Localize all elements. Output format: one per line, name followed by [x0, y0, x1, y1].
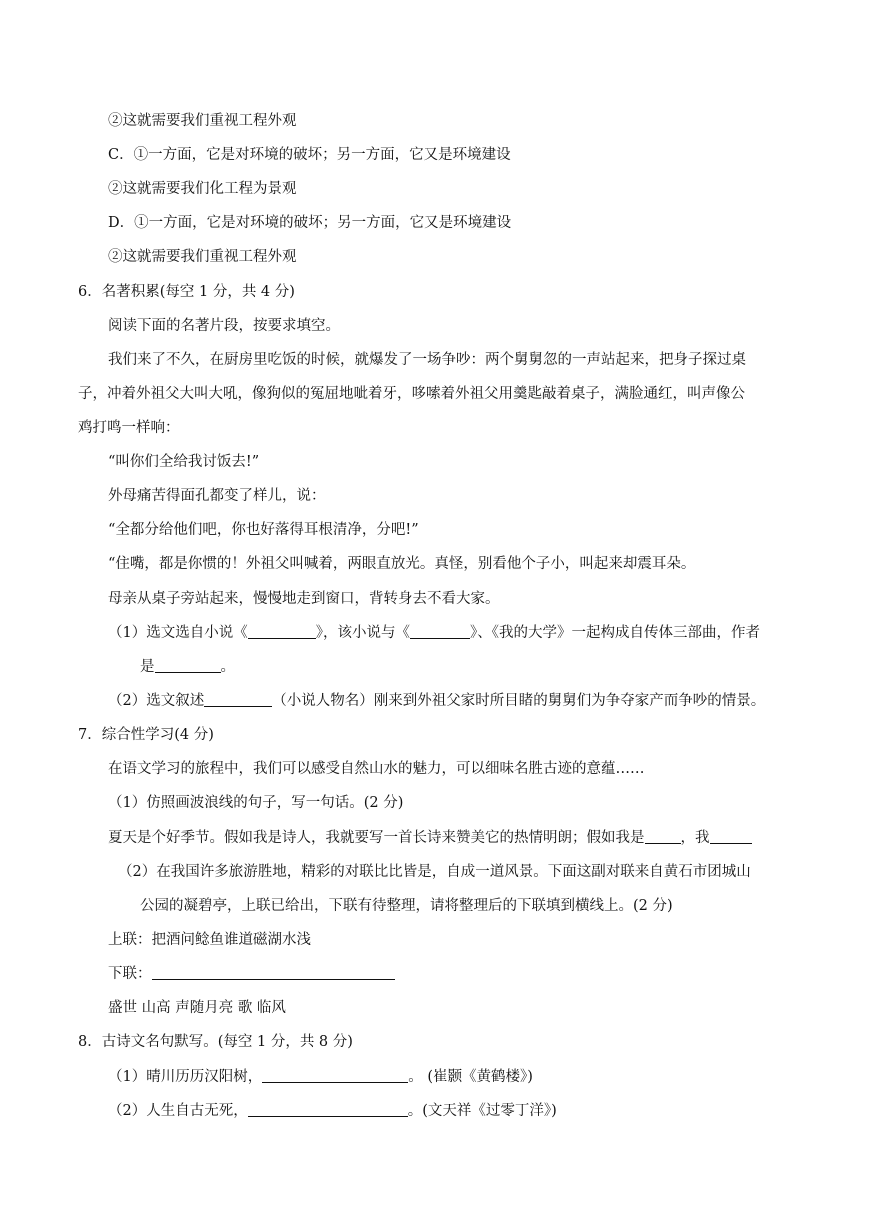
- text-line: 7．综合性学习(4 分): [78, 727, 214, 743]
- option-c-line-2: [108, 179, 297, 199]
- text-line: ②这就需要我们重视工程外观: [108, 113, 297, 129]
- text-line: 。 (崔颢《黄鹤楼》): [408, 1069, 533, 1085]
- question-7-sub-2-cont: [140, 896, 673, 916]
- text-line: 。: [220, 659, 235, 675]
- answer-blank-book-1[interactable]: [248, 623, 316, 639]
- text-line: 上联：把酒问鲶鱼谁道磁湖水浅: [108, 932, 311, 948]
- text-line: 我们来了不久，在厨房里吃饭的时候，就爆发了一场争吵：两个舅舅忽的一声站起来，把身子探过桌: [108, 352, 746, 368]
- text-line: ②这就需要我们重视工程外观: [108, 249, 297, 265]
- text-line: 子，冲着外祖父大叫大吼，像狗似的冤屈地呲着牙，哆嗦着外祖父用羹匙敲着桌子，满脸通红，叫声像公: [78, 386, 745, 402]
- passage-line: [108, 486, 326, 506]
- text-line: 8．古诗文名句默写。(每空 1 分，共 8 分): [78, 1034, 353, 1050]
- text-line: 》，该小说与《: [315, 625, 410, 641]
- text-line: “叫你们全给我讨饭去!”: [108, 454, 260, 470]
- answer-blank-poem-2[interactable]: [248, 1101, 408, 1117]
- question-6-intro: [108, 316, 340, 336]
- question-7-sub-1-prompt: [108, 828, 752, 848]
- question-7-title: [78, 725, 214, 745]
- text-line: 是: [140, 659, 155, 675]
- question-7-intro: [108, 759, 645, 779]
- text-line: （小说人物名）刚来到外祖父家时所目睹的舅舅们为争夺家产而争吵的情景。: [272, 693, 766, 709]
- option-b-line-2: [108, 111, 297, 131]
- text-line: 鸡打鸣一样响：: [78, 420, 180, 436]
- text-line: C．①一方面，它是对环境的破坏；另一方面，它又是环境建设: [108, 147, 511, 163]
- question-8-title: [78, 1032, 353, 1052]
- answer-blank-book-2[interactable]: [410, 623, 470, 639]
- passage-line: [108, 452, 259, 472]
- question-6-title: [78, 282, 295, 302]
- couplet-words: [108, 998, 286, 1018]
- text-line: 在语文学习的旅程中，我们可以感受自然山水的魅力，可以细味名胜古迹的意蕴……: [108, 761, 645, 777]
- question-6-sub-1-cont: [140, 657, 235, 677]
- option-d-line-2: [108, 247, 297, 267]
- text-line: （1）仿照画波浪线的句子，写一句话。(2 分): [108, 795, 404, 811]
- passage-line: [78, 384, 745, 404]
- answer-blank-poem-1[interactable]: [262, 1067, 408, 1083]
- answer-blank-author[interactable]: [155, 657, 221, 673]
- option-d-line-1: [108, 213, 511, 233]
- text-line: 母亲从桌子旁站起来，慢慢地走到窗口，背转身去不看大家。: [108, 591, 500, 607]
- question-7-sub-1: [108, 793, 403, 813]
- text-line: 6．名著积累(每空 1 分，共 4 分): [78, 284, 295, 300]
- text-line: 公园的凝碧亭，上联已给出，下联有待整理，请将整理后的下联填到横线上。(2 分): [140, 898, 673, 914]
- question-7-sub-2: [118, 862, 751, 882]
- text-line: 》、《我的大学》一起构成自传体三部曲，作者: [469, 625, 760, 641]
- passage-line: [108, 554, 695, 574]
- question-8-sub-1: [108, 1067, 533, 1087]
- text-line: （2）在我国许多旅游胜地，精彩的对联比比皆是，自成一道风景。下面这副对联来自黄石市团城山: [118, 864, 751, 880]
- question-8-sub-2: [108, 1101, 557, 1121]
- text-line: （1）晴川历历汉阳树，: [108, 1069, 263, 1085]
- text-line: 。(文天祥《过零丁洋》): [407, 1103, 557, 1119]
- text-line: ，我: [680, 830, 710, 846]
- passage-line: [108, 350, 746, 370]
- passage-line: [108, 589, 500, 609]
- text-line: “全都分给他们吧，你也好落得耳根清净，分吧!”: [108, 522, 419, 538]
- option-c-line-1: [108, 145, 511, 165]
- text-line: ②这就需要我们化工程为景观: [108, 181, 297, 197]
- text-line: （2）选文叙述: [108, 693, 205, 709]
- couplet-lower: [108, 964, 395, 984]
- text-line: 阅读下面的名著片段，按要求填空。: [108, 318, 340, 334]
- question-6-sub-2: [108, 691, 765, 711]
- text-line: 盛世 山高 声随月亮 歌 临风: [108, 1000, 286, 1016]
- couplet-upper: [108, 930, 311, 950]
- question-6-sub-1: [108, 623, 760, 643]
- text-line: 外母痛苦得面孔都变了样儿，说：: [108, 488, 326, 504]
- text-line: “住嘴，都是你惯的！外祖父叫喊着，两眼直放光。真怪，别看他个子小，叫起来却震耳朵。: [108, 556, 696, 572]
- answer-blank-imitate-1[interactable]: [645, 828, 681, 844]
- answer-blank-couplet[interactable]: [152, 964, 395, 980]
- text-line: 下联：: [108, 966, 152, 982]
- text-line: （1）选文选自小说《: [108, 625, 248, 641]
- passage-line: [108, 520, 419, 540]
- text-line: D．①一方面，它是对环境的破坏；另一方面，它又是环境建设: [108, 215, 512, 231]
- answer-blank-character[interactable]: [204, 691, 272, 707]
- text-line: 夏天是个好季节。假如我是诗人，我就要写一首长诗来赞美它的热情明朗；假如我是: [108, 830, 645, 846]
- text-line: （2）人生自古无死，: [108, 1103, 248, 1119]
- passage-line: [78, 418, 180, 438]
- answer-blank-imitate-2[interactable]: [710, 828, 752, 844]
